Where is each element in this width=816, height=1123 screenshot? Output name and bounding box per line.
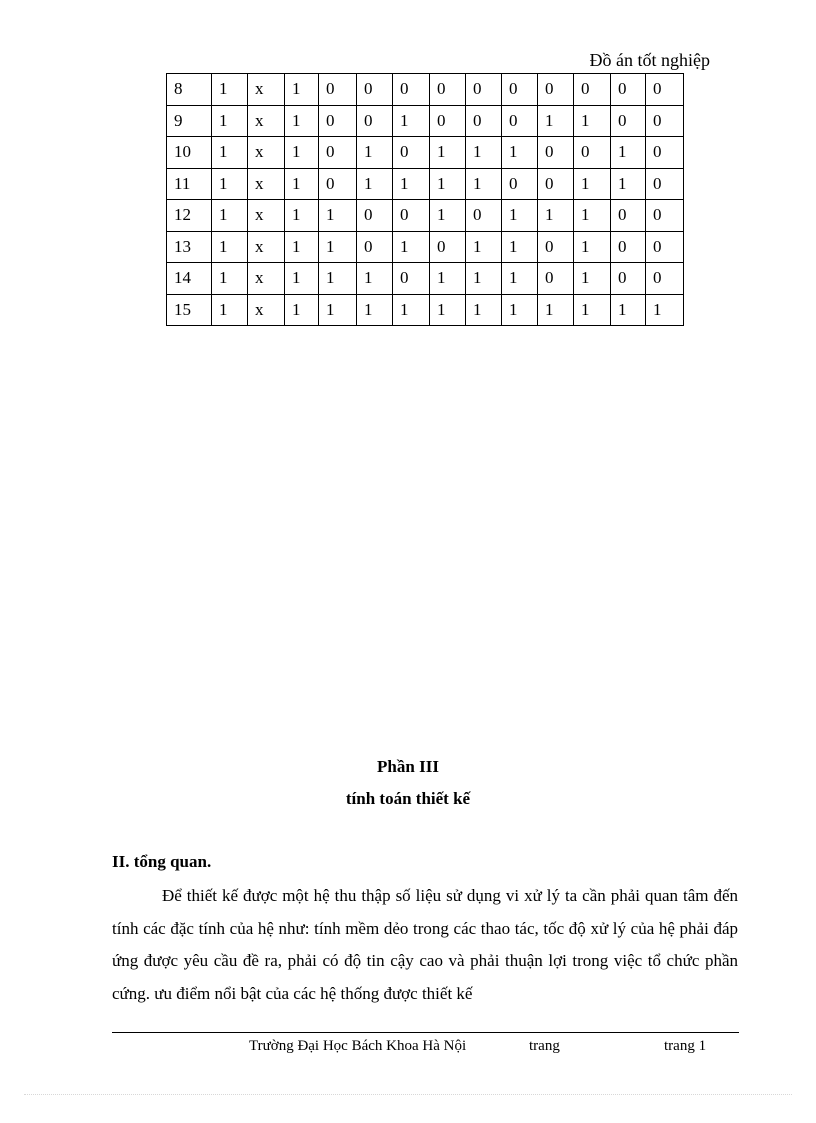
table-cell: 0 — [538, 231, 574, 263]
table-cell: 1 — [430, 294, 466, 326]
table-cell: 0 — [466, 105, 502, 137]
table-cell: 0 — [538, 137, 574, 169]
table-cell: 1 — [319, 263, 357, 295]
table-cell: 0 — [430, 105, 466, 137]
table-cell: 1 — [357, 168, 393, 200]
table-cell: 1 — [393, 105, 430, 137]
table-cell: 1 — [285, 294, 319, 326]
table-cell: 1 — [357, 137, 393, 169]
table-cell: 1 — [430, 263, 466, 295]
footer-trang-label: trang — [529, 1038, 560, 1054]
table-cell: x — [248, 263, 285, 295]
table-cell: 1 — [574, 168, 611, 200]
table-cell: 1 — [574, 294, 611, 326]
footer-page-number: trang 1 — [664, 1038, 707, 1054]
table-cell: 1 — [285, 137, 319, 169]
table-cell: 1 — [285, 168, 319, 200]
table-cell: 0 — [319, 74, 357, 106]
table-cell: 1 — [393, 231, 430, 263]
row-index-cell: 11 — [167, 168, 212, 200]
table-cell: 0 — [393, 137, 430, 169]
table-cell: 1 — [502, 200, 538, 232]
table-row — [167, 294, 684, 326]
document-header-title: Đồ án tốt nghiệp — [589, 50, 710, 70]
table-cell: 1 — [285, 105, 319, 137]
table-cell: 1 — [502, 231, 538, 263]
table-cell: 0 — [393, 74, 430, 106]
table-cell: 0 — [502, 168, 538, 200]
table-cell: 1 — [430, 168, 466, 200]
row-index-cell: 8 — [167, 74, 212, 106]
table-cell: 0 — [319, 168, 357, 200]
table-row — [167, 231, 684, 263]
table-cell: 1 — [646, 294, 684, 326]
table-cell: 1 — [212, 231, 248, 263]
table-cell: 1 — [574, 263, 611, 295]
table-cell: x — [248, 231, 285, 263]
table-cell: 1 — [611, 294, 646, 326]
table-cell: 0 — [646, 231, 684, 263]
row-index-cell: 15 — [167, 294, 212, 326]
table-cell: 1 — [574, 200, 611, 232]
row-index-cell: 9 — [167, 105, 212, 137]
table-cell: 1 — [502, 263, 538, 295]
table-cell: 1 — [319, 231, 357, 263]
table-cell: 0 — [466, 74, 502, 106]
table-row — [167, 137, 684, 169]
table-cell: x — [248, 168, 285, 200]
table-cell: 1 — [212, 74, 248, 106]
table-cell: 1 — [319, 200, 357, 232]
table-cell: 1 — [430, 200, 466, 232]
table-cell: 0 — [538, 263, 574, 295]
table-row — [167, 74, 684, 106]
table-cell: 0 — [574, 137, 611, 169]
table-cell: x — [248, 105, 285, 137]
table-cell: 0 — [538, 74, 574, 106]
table-cell: 1 — [212, 137, 248, 169]
table-cell: 1 — [574, 105, 611, 137]
table-cell: 1 — [502, 137, 538, 169]
truth-table — [166, 73, 684, 326]
table-cell: 0 — [319, 105, 357, 137]
table-cell: x — [248, 200, 285, 232]
table-cell: 0 — [430, 74, 466, 106]
table-cell: 1 — [212, 294, 248, 326]
table-cell: 1 — [393, 168, 430, 200]
table-cell: 1 — [466, 263, 502, 295]
table-cell: 1 — [285, 200, 319, 232]
footer-divider — [112, 1032, 739, 1033]
row-index-cell: 14 — [167, 263, 212, 295]
row-index-cell: 12 — [167, 200, 212, 232]
table-cell: 0 — [611, 263, 646, 295]
table-cell: 0 — [611, 105, 646, 137]
table-cell: 0 — [646, 137, 684, 169]
table-cell: 1 — [611, 168, 646, 200]
table-cell: 0 — [319, 137, 357, 169]
table-cell: 1 — [538, 294, 574, 326]
table-cell: x — [248, 294, 285, 326]
table-cell: 0 — [611, 74, 646, 106]
table-cell: 1 — [285, 231, 319, 263]
table-cell: 0 — [646, 105, 684, 137]
table-cell: 1 — [357, 263, 393, 295]
table-row — [167, 168, 684, 200]
table-cell: 0 — [430, 231, 466, 263]
row-index-cell: 13 — [167, 231, 212, 263]
table-cell: 0 — [357, 74, 393, 106]
table-cell: 1 — [538, 200, 574, 232]
table-cell: 0 — [502, 74, 538, 106]
table-cell: 1 — [466, 137, 502, 169]
table-cell: 0 — [393, 200, 430, 232]
table-cell: 0 — [646, 263, 684, 295]
table-cell: 0 — [646, 200, 684, 232]
table-cell: x — [248, 74, 285, 106]
table-cell: 0 — [646, 74, 684, 106]
table-cell: 1 — [212, 200, 248, 232]
table-cell: 1 — [502, 294, 538, 326]
table-cell: 1 — [466, 294, 502, 326]
table-cell: x — [248, 137, 285, 169]
table-cell: 1 — [212, 168, 248, 200]
table-cell: 1 — [611, 137, 646, 169]
table-cell: 0 — [574, 74, 611, 106]
table-cell: 0 — [646, 168, 684, 200]
part-title: tính toán thiết kế — [345, 789, 471, 808]
table-cell: 1 — [357, 294, 393, 326]
table-cell: 0 — [357, 231, 393, 263]
table-cell: 0 — [357, 105, 393, 137]
table-cell: 0 — [357, 200, 393, 232]
table-cell: 0 — [393, 263, 430, 295]
table-cell: 1 — [285, 74, 319, 106]
table-cell: 1 — [574, 231, 611, 263]
table-cell: 1 — [285, 263, 319, 295]
table-cell: 1 — [466, 168, 502, 200]
table-cell: 1 — [319, 294, 357, 326]
section-paragraph: Để thiết kế được một hệ thu thập số liệu sử dụng vi xử lý ta cần phải quan tâm đến tính các đặc tính của hệ như: tính mềm dẻo trong các thao tác, tốc độ xử lý của hệ phải đáp ứng được yêu cầu đề ra, phải có độ tin cậy cao và phải thuận lợi trong việc tổ chức phần cứng. ưu điểm nổi bật của các hệ thống được thiết kế — [112, 886, 738, 1003]
table-cell: 1 — [212, 263, 248, 295]
row-index-cell: 10 — [167, 137, 212, 169]
table-cell: 0 — [466, 200, 502, 232]
part-number: Phần III — [377, 757, 439, 776]
table-row — [167, 105, 684, 137]
table-cell: 0 — [611, 231, 646, 263]
truth-table-body — [167, 74, 684, 326]
section-heading: II. tổng quan. — [112, 852, 212, 871]
table-cell: 0 — [502, 105, 538, 137]
table-row — [167, 200, 684, 232]
table-cell: 1 — [538, 105, 574, 137]
table-cell: 0 — [538, 168, 574, 200]
table-cell: 1 — [430, 137, 466, 169]
table-row — [167, 263, 684, 295]
page-edge-dots — [24, 1094, 792, 1095]
footer-school: Trường Đại Học Bách Khoa Hà Nội — [249, 1038, 467, 1054]
table-cell: 1 — [466, 231, 502, 263]
table-cell: 1 — [212, 105, 248, 137]
table-cell: 1 — [393, 294, 430, 326]
table-cell: 0 — [611, 200, 646, 232]
